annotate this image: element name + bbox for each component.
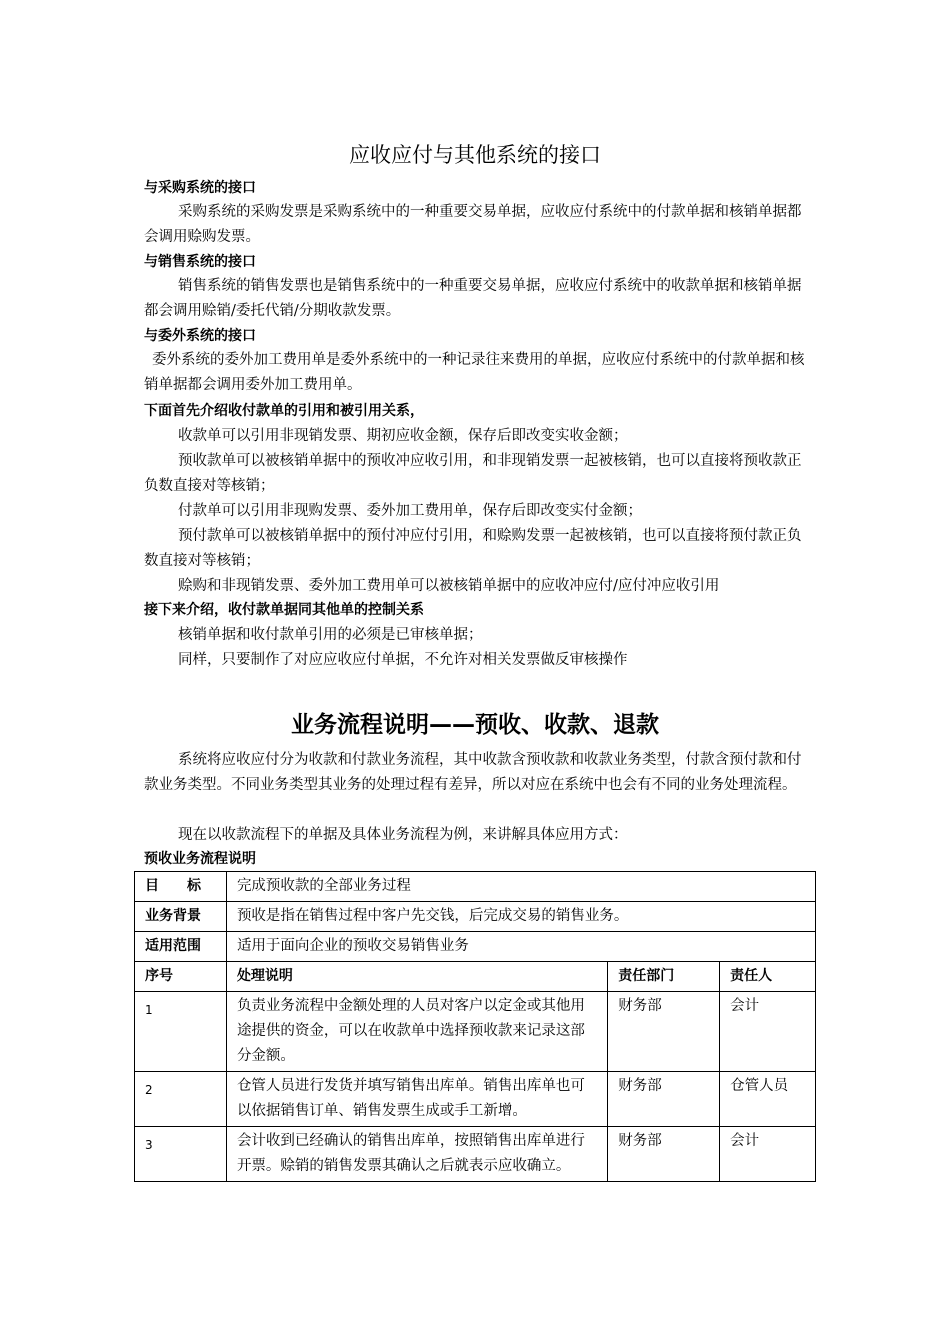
section-heading-outsource: 与委外系统的接口 xyxy=(144,328,256,344)
row-person: 会计 xyxy=(720,1127,816,1182)
control-line-1: 核销单据和收付款单引用的必须是已审核单据； xyxy=(178,627,483,643)
background-value: 预收是指在销售过程中客户先交钱，后完成交易的销售业务。 xyxy=(226,902,815,932)
section-heading-reference: 下面首先介绍收付款单的引用和被引用关系， xyxy=(144,403,424,419)
section-heading-purchase: 与采购系统的接口 xyxy=(144,180,256,196)
table-header-row xyxy=(135,962,816,992)
row-person: 会计 xyxy=(720,992,816,1072)
row-department: 财务部 xyxy=(608,1072,720,1127)
section-heading-control: 接下来介绍，收付款单据同其他单的控制关系 xyxy=(144,602,424,618)
row-department: 财务部 xyxy=(608,992,720,1072)
header-no: 序号 xyxy=(135,962,227,992)
table-row xyxy=(135,1127,816,1182)
goal-label: 目 标 xyxy=(135,872,227,902)
reference-line-2: 预收款单可以被核销单据中的预收冲应收引用，和非现销发票一起被核销，也可以直接将预收款正负数直接对等核销； xyxy=(144,453,802,494)
flow-example-paragraph: 现在以收款流程下的单据及具体业务流程为例，来讲解具体应用方式： xyxy=(178,827,628,843)
section-text-sales: 销售系统的销售发票也是销售系统中的一种重要交易单据，应收应付系统中的收款单据和核销单据都会调用赊销/委托代销/分期收款发票。 xyxy=(144,278,802,319)
header-person: 责任人 xyxy=(720,962,816,992)
row-no: 1 xyxy=(135,992,227,1072)
table-caption: 预收业务流程说明 xyxy=(144,851,256,867)
goal-value: 完成预收款的全部业务过程 xyxy=(226,872,815,902)
section-text-outsource: 委外系统的委外加工费用单是委外系统中的一种记录往来费用的单据，应收应付系统中的付款单据和核销单据都会调用委外加工费用单。 xyxy=(144,352,805,393)
section-heading-sales: 与销售系统的接口 xyxy=(144,254,256,270)
section-text-purchase: 采购系统的采购发票是采购系统中的一种重要交易单据，应收应付系统中的付款单据和核销单据都会调用赊购发票。 xyxy=(144,204,802,245)
reference-line-5: 赊购和非现销发票、委外加工费用单可以被核销单据中的应收冲应付/应付冲应收引用 xyxy=(178,578,720,594)
reference-line-1: 收款单可以引用非现销发票、期初应收金额，保存后即改变实收金额； xyxy=(178,428,628,444)
row-person: 仓管人员 xyxy=(720,1072,816,1127)
background-label: 业务背景 xyxy=(135,902,227,932)
row-description: 会计收到已经确认的销售出库单，按照销售出库单进行开票。赊销的销售发票其确认之后就表示应收确立。 xyxy=(226,1127,607,1182)
table-row-scope xyxy=(135,932,816,962)
row-description: 仓管人员进行发货并填写销售出库单。销售出库单也可以依据销售订单、销售发票生成或手工新增。 xyxy=(226,1072,607,1127)
table-row-goal xyxy=(135,872,816,902)
row-department: 财务部 xyxy=(608,1127,720,1182)
control-line-2: 同样，只要制作了对应应收应付单据，不允许对相关发票做反审核操作 xyxy=(178,652,628,668)
reference-line-4: 预付款单可以被核销单据中的预付冲应付引用，和赊购发票一起被核销，也可以直接将预付款正负数直接对等核销； xyxy=(144,528,802,569)
row-no: 3 xyxy=(135,1127,227,1182)
row-description: 负责业务流程中金额处理的人员对客户以定金或其他用途提供的资金，可以在收款单中选择预收款来记录这部分金额。 xyxy=(226,992,607,1072)
table-row xyxy=(135,992,816,1072)
flow-intro-paragraph: 系统将应收应付分为收款和付款业务流程，其中收款含预收款和收款业务类型，付款含预付款和付款业务类型。不同业务类型其业务的处理过程有差异，所以对应在系统中也会有不同的业务处理流程。 xyxy=(144,752,802,793)
header-description: 处理说明 xyxy=(226,962,607,992)
scope-label: 适用范围 xyxy=(135,932,227,962)
doc-title: 应收应付与其他系统的接口 xyxy=(349,143,601,167)
flow-title: 业务流程说明——预收、收款、退款 xyxy=(291,712,659,738)
header-department: 责任部门 xyxy=(608,962,720,992)
table-row-background xyxy=(135,902,816,932)
advance-receipt-flow-table xyxy=(134,871,816,1182)
table-row xyxy=(135,1072,816,1127)
reference-line-3: 付款单可以引用非现购发票、委外加工费用单，保存后即改变实付金额； xyxy=(178,503,642,519)
row-no: 2 xyxy=(135,1072,227,1127)
scope-value: 适用于面向企业的预收交易销售业务 xyxy=(226,932,815,962)
